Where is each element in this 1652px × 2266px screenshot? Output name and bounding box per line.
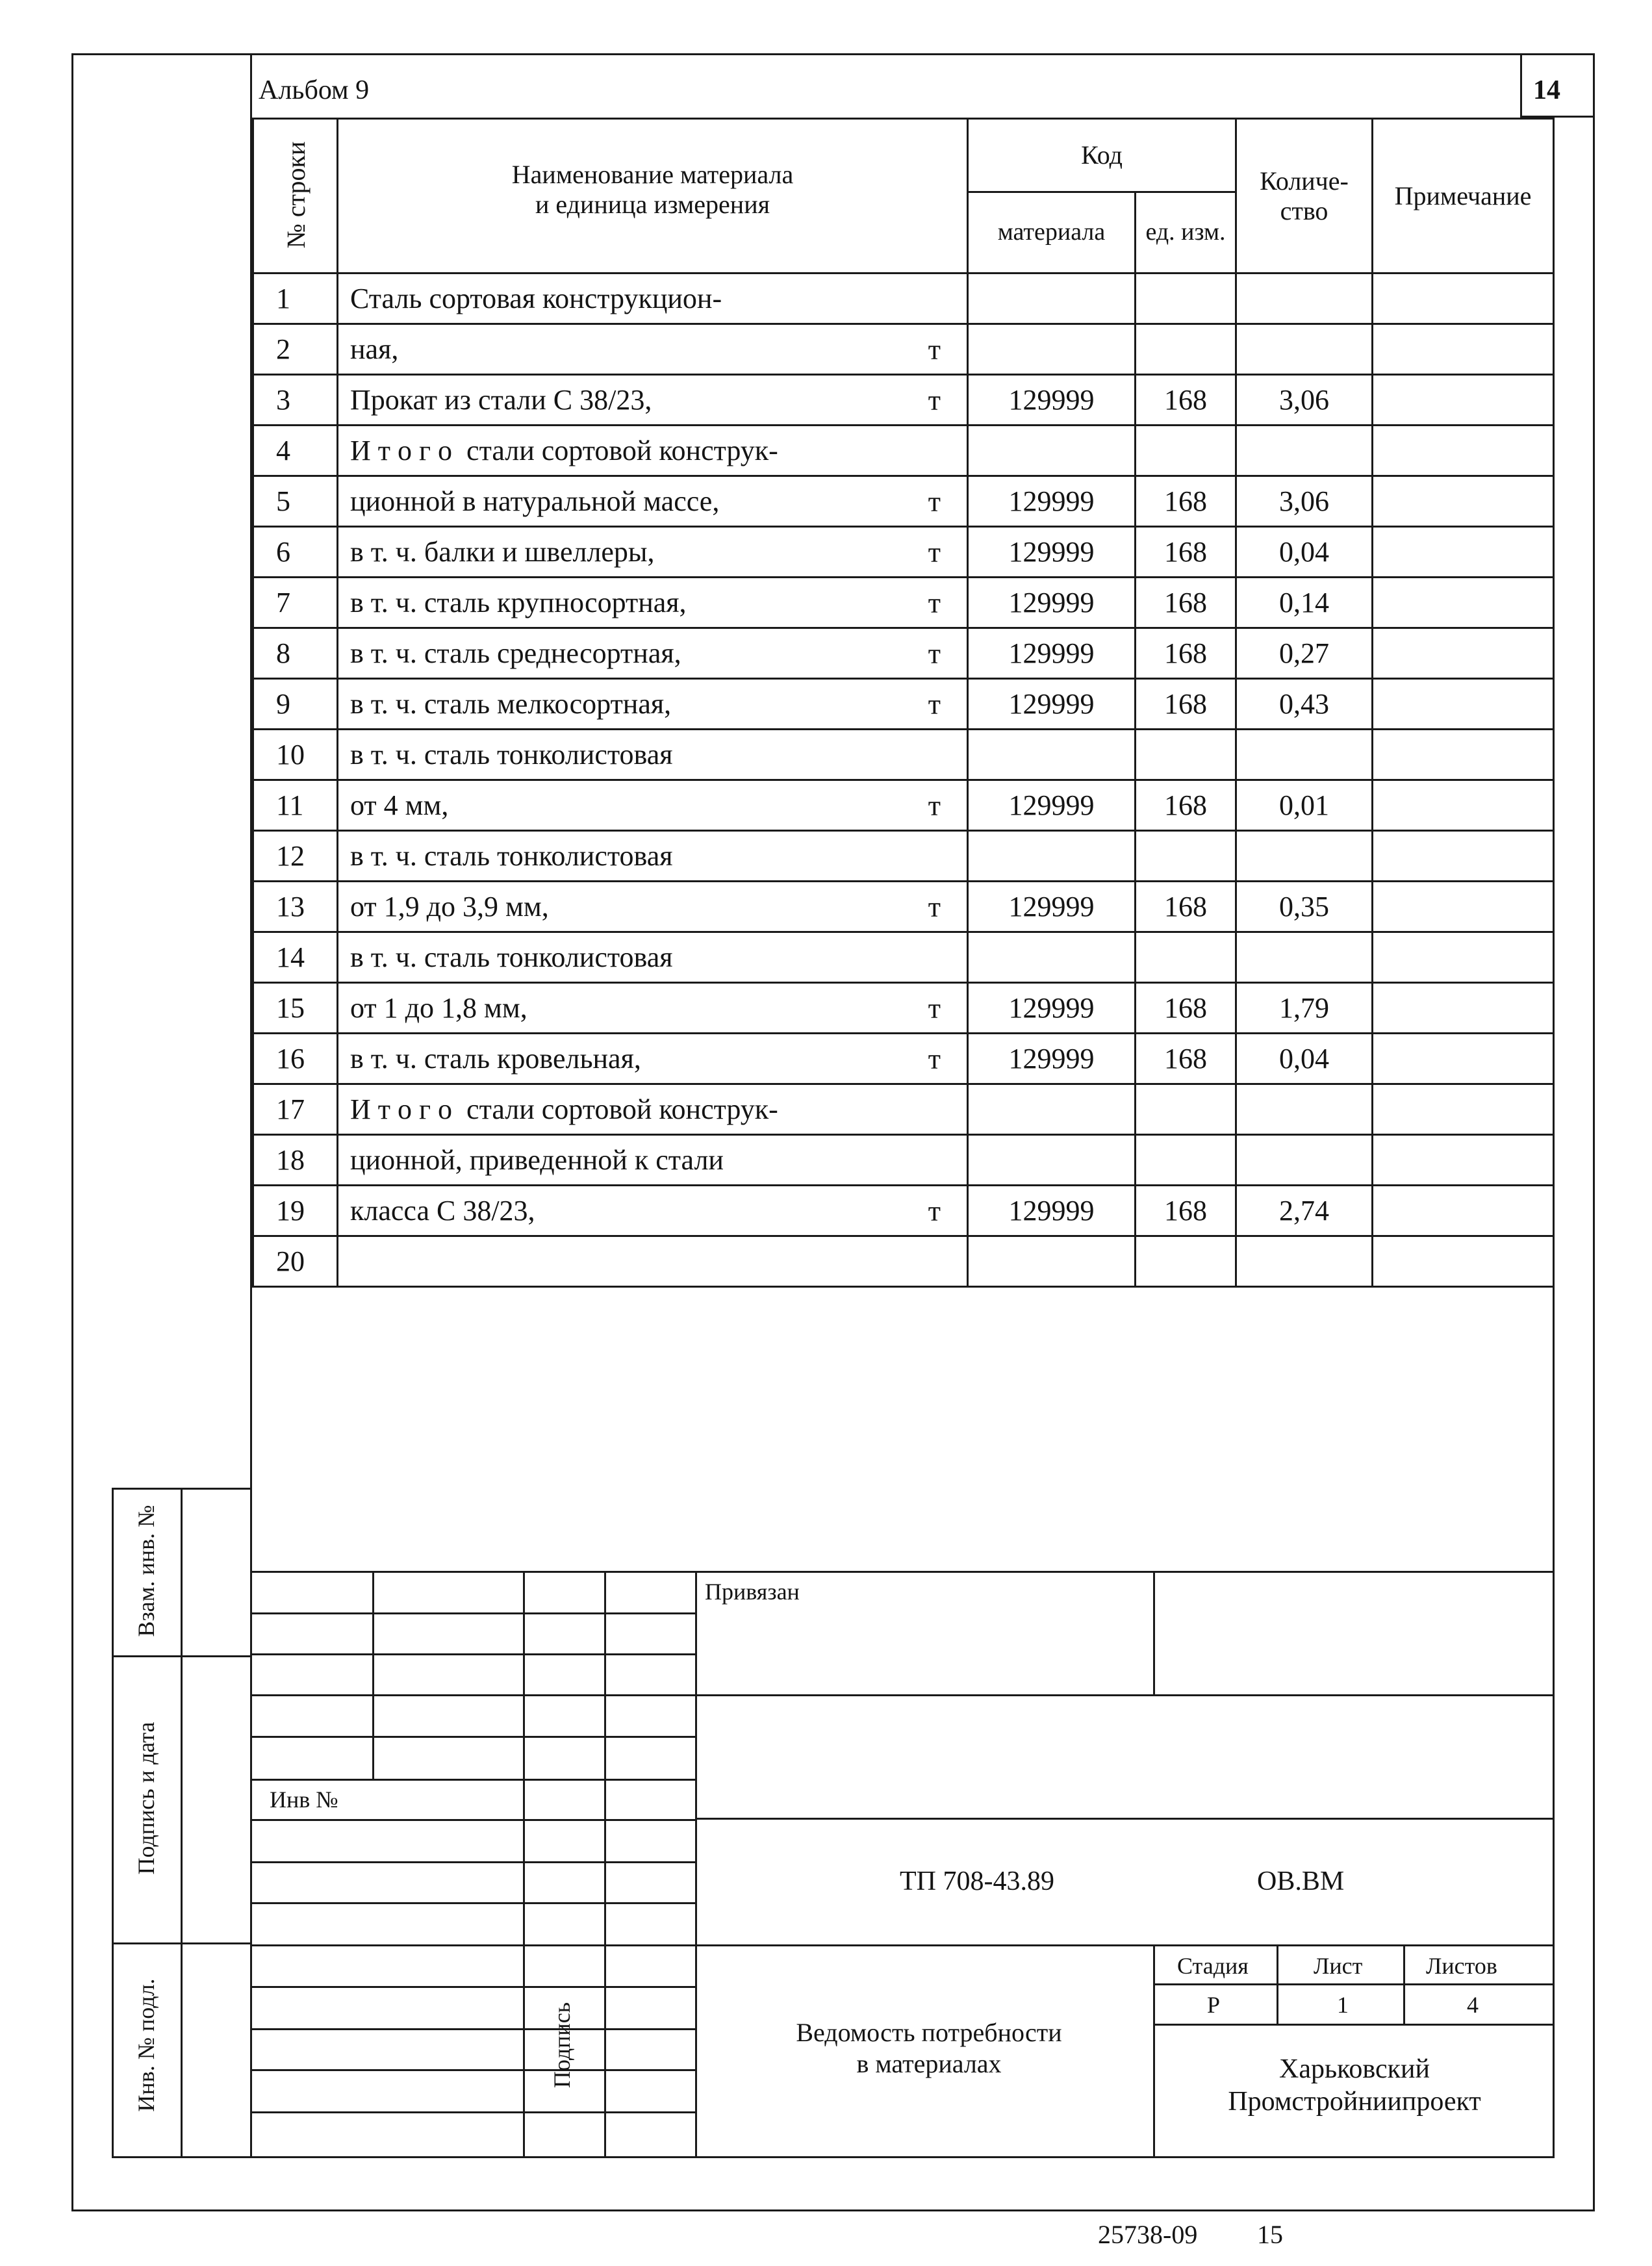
stamp-line (250, 1861, 695, 1863)
row-name (338, 780, 968, 831)
row-unit: т (928, 485, 941, 517)
stamp-line (250, 1944, 1553, 1946)
row-unit: т (928, 891, 941, 923)
row-name (338, 1084, 968, 1135)
organization: Харьковский Промстройниипроект (1228, 2054, 1481, 2117)
row-name (338, 1135, 968, 1186)
side-label-vzam-inv: Взам. инв. № (133, 1505, 159, 1637)
row-name-text: в т. ч. сталь кровельная, (350, 1043, 641, 1075)
row-unit-code: 168 (1136, 679, 1236, 730)
row-unit-code (1136, 932, 1236, 983)
row-number: 18 (253, 1135, 338, 1186)
row-number: 16 (253, 1034, 338, 1084)
row-material-code: 129999 (968, 780, 1136, 831)
table-row (253, 527, 1554, 578)
stamp-line (250, 1694, 695, 1696)
row-unit-code (1136, 1236, 1236, 1287)
side-strip-left (112, 1488, 114, 2158)
header-code-material: материала (968, 192, 1136, 274)
row-quantity: 0,01 (1236, 780, 1373, 831)
row-note (1373, 578, 1554, 628)
row-name (338, 324, 968, 375)
row-number: 19 (253, 1186, 338, 1236)
row-note (1373, 679, 1554, 730)
table-row (253, 274, 1554, 324)
row-name-text: Прокат из стали С 38/23, (350, 384, 652, 416)
table-row (253, 476, 1554, 527)
row-unit-code: 168 (1136, 882, 1236, 932)
row-name-text: от 1,9 до 3,9 мм, (350, 891, 549, 923)
table-row (253, 578, 1554, 628)
row-note (1373, 426, 1554, 476)
row-number: 1 (253, 274, 338, 324)
row-quantity (1236, 1236, 1373, 1287)
row-note (1373, 730, 1554, 780)
row-number: 10 (253, 730, 338, 780)
row-material-code (968, 932, 1136, 983)
row-unit: т (928, 1195, 941, 1227)
side-strip-mid (181, 1488, 183, 2158)
row-number: 12 (253, 831, 338, 882)
stage-value: Р (1207, 1992, 1221, 2018)
header-code-group: Код (968, 119, 1236, 192)
row-name-text: И т о г о стали сортовой конструк- (350, 1093, 778, 1125)
side-label-inv-podl: Инв. № подл. (133, 1978, 159, 2112)
row-number: 17 (253, 1084, 338, 1135)
privyazan-label: Привязан (705, 1579, 800, 1605)
row-number: 15 (253, 983, 338, 1034)
stamp-line (695, 1571, 697, 2158)
row-name (338, 426, 968, 476)
row-note (1373, 476, 1554, 527)
row-unit-code: 168 (1136, 476, 1236, 527)
stamp-line (695, 1694, 1553, 1696)
row-material-code: 129999 (968, 578, 1136, 628)
row-unit-code (1136, 274, 1236, 324)
header-row-no-text: № строки (281, 141, 311, 249)
row-name-text: ционной в натуральной массе, (350, 485, 720, 517)
row-material-code: 129999 (968, 983, 1136, 1034)
row-quantity (1236, 831, 1373, 882)
row-material-code (968, 1084, 1136, 1135)
stamp-line (250, 1612, 695, 1614)
header-row-no (253, 119, 338, 274)
table-row (253, 1034, 1554, 1084)
row-quantity (1236, 1084, 1373, 1135)
row-quantity: 3,06 (1236, 375, 1373, 426)
row-quantity: 1,79 (1236, 983, 1373, 1034)
stamp-line (250, 1819, 695, 1821)
doc-mark: ОВ.ВМ (1257, 1866, 1345, 1896)
row-name (338, 882, 968, 932)
row-material-code (968, 274, 1136, 324)
row-unit-code (1136, 426, 1236, 476)
row-note (1373, 324, 1554, 375)
side-strip-line (112, 1655, 250, 1657)
row-unit-code: 168 (1136, 628, 1236, 679)
stamp-line (695, 1818, 1553, 1820)
row-quantity: 0,04 (1236, 527, 1373, 578)
row-name (338, 831, 968, 882)
stamp-line (250, 2028, 695, 2030)
row-note (1373, 932, 1554, 983)
stamp-line (250, 1902, 695, 1904)
stage-label: Стадия (1177, 1953, 1249, 1979)
row-note (1373, 882, 1554, 932)
row-number: 7 (253, 578, 338, 628)
table-row (253, 324, 1554, 375)
side-label-podpis-data: Подпись и дата (133, 1722, 159, 1875)
row-unit: т (928, 333, 941, 365)
row-name (338, 527, 968, 578)
stamp-line (1153, 1571, 1155, 1696)
row-quantity (1236, 730, 1373, 780)
row-name-text: в т. ч. сталь тонколистовая (350, 739, 673, 770)
row-unit-code (1136, 1135, 1236, 1186)
row-note (1373, 831, 1554, 882)
row-material-code: 129999 (968, 476, 1136, 527)
stamp-line (372, 1571, 374, 1779)
table-row (253, 375, 1554, 426)
table-row (253, 1135, 1554, 1186)
row-unit-code (1136, 324, 1236, 375)
table-row (253, 1236, 1554, 1287)
row-name (338, 375, 968, 426)
inv-no-label: Инв № (270, 1787, 338, 1813)
row-note (1373, 1186, 1554, 1236)
row-number: 2 (253, 324, 338, 375)
table-row (253, 780, 1554, 831)
archive-number: 25738-09 (1098, 2220, 1198, 2249)
stamp-line (250, 2111, 695, 2113)
row-name (338, 1236, 968, 1287)
row-number: 5 (253, 476, 338, 527)
row-unit: т (928, 688, 941, 720)
side-strip-line (112, 1942, 250, 1944)
row-quantity: 0,35 (1236, 882, 1373, 932)
row-quantity: 0,43 (1236, 679, 1373, 730)
table-row (253, 831, 1554, 882)
frame-line (114, 2156, 1553, 2158)
header-quantity-text: Количе- ство (1260, 166, 1349, 225)
row-number: 3 (253, 375, 338, 426)
row-note (1373, 1034, 1554, 1084)
sheets-value: 4 (1467, 1992, 1479, 2018)
row-note (1373, 527, 1554, 578)
sheet-label: Лист (1314, 1953, 1363, 1979)
row-material-code: 129999 (968, 679, 1136, 730)
row-name-text: класса С 38/23, (350, 1195, 535, 1227)
header-note: Примечание (1373, 119, 1554, 274)
table-row (253, 628, 1554, 679)
row-unit-code (1136, 730, 1236, 780)
row-unit-code: 168 (1136, 780, 1236, 831)
row-material-code (968, 1135, 1136, 1186)
row-name-text: ная, (350, 333, 399, 365)
row-material-code: 129999 (968, 628, 1136, 679)
table-row (253, 426, 1554, 476)
row-quantity: 0,14 (1236, 578, 1373, 628)
row-name (338, 1186, 968, 1236)
row-name (338, 628, 968, 679)
sheet-value: 1 (1337, 1992, 1349, 2018)
stamp-line (250, 1653, 695, 1655)
stamp-top-line (250, 1571, 1553, 1573)
row-quantity (1236, 426, 1373, 476)
header-name (338, 119, 968, 274)
table-row (253, 1186, 1554, 1236)
row-name-text: ционной, приведенной к стали (350, 1144, 724, 1176)
row-note (1373, 1084, 1554, 1135)
table-row (253, 730, 1554, 780)
row-name (338, 932, 968, 983)
row-quantity (1236, 274, 1373, 324)
table-row (253, 679, 1554, 730)
row-quantity: 0,27 (1236, 628, 1373, 679)
row-name (338, 578, 968, 628)
row-note (1373, 1236, 1554, 1287)
stamp-line (250, 2069, 695, 2071)
row-name-text: от 4 мм, (350, 789, 449, 821)
row-name-text: И т о г о стали сортовой конструк- (350, 435, 778, 466)
row-name-text: в т. ч. сталь мелкосортная, (350, 688, 672, 720)
row-unit-code: 168 (1136, 578, 1236, 628)
header-name-text: Наименование материала и единица измерения (511, 159, 794, 219)
row-unit-code: 168 (1136, 375, 1236, 426)
row-quantity (1236, 324, 1373, 375)
row-name-text: в т. ч. сталь среднесортная, (350, 637, 681, 669)
row-name (338, 1034, 968, 1084)
stamp-line (1153, 1944, 1155, 2158)
row-unit: т (928, 789, 941, 821)
row-note (1373, 983, 1554, 1034)
row-number: 8 (253, 628, 338, 679)
row-name-text: в т. ч. сталь тонколистовая (350, 941, 673, 973)
row-name-text: в т. ч. сталь крупносортная, (350, 587, 687, 618)
side-strip-line (112, 1488, 250, 1490)
row-number: 13 (253, 882, 338, 932)
row-material-code (968, 426, 1136, 476)
row-number: 6 (253, 527, 338, 578)
row-quantity: 0,04 (1236, 1034, 1373, 1084)
row-name-text: в т. ч. сталь тонколистовая (350, 840, 673, 872)
stamp-line (250, 1736, 695, 1738)
row-name-text: Сталь сортовая конструкцион- (350, 283, 722, 314)
table-row (253, 932, 1554, 983)
table-row (253, 983, 1554, 1034)
row-note (1373, 1135, 1554, 1186)
row-name-text: от 1 до 1,8 мм, (350, 992, 527, 1024)
row-material-code: 129999 (968, 1186, 1136, 1236)
podpis-label: Подпись (549, 2002, 575, 2089)
row-unit-code (1136, 831, 1236, 882)
row-name (338, 730, 968, 780)
row-name-text: в т. ч. балки и швеллеры, (350, 536, 655, 568)
header-code-unit: ед. изм. (1136, 192, 1236, 274)
row-material-code: 129999 (968, 882, 1136, 932)
doc-code: ТП 708-43.89 (900, 1866, 1054, 1896)
row-material-code (968, 730, 1136, 780)
row-unit-code: 168 (1136, 1186, 1236, 1236)
row-material-code: 129999 (968, 527, 1136, 578)
stamp-line (1153, 2024, 1553, 2026)
row-note (1373, 375, 1554, 426)
row-name (338, 274, 968, 324)
row-unit-code: 168 (1136, 983, 1236, 1034)
page-number: 14 (1533, 75, 1560, 105)
row-number: 4 (253, 426, 338, 476)
row-unit: т (928, 637, 941, 669)
row-material-code (968, 1236, 1136, 1287)
row-number: 9 (253, 679, 338, 730)
row-name (338, 983, 968, 1034)
row-name (338, 476, 968, 527)
row-material-code (968, 831, 1136, 882)
album-label: Альбом 9 (259, 75, 370, 105)
row-quantity (1236, 1135, 1373, 1186)
row-unit: т (928, 992, 941, 1024)
materials-table (252, 118, 1555, 1288)
row-unit: т (928, 384, 941, 416)
row-note (1373, 780, 1554, 831)
row-number: 14 (253, 932, 338, 983)
row-number: 11 (253, 780, 338, 831)
row-unit: т (928, 1043, 941, 1075)
row-note (1373, 274, 1554, 324)
doc-title: Ведомость потребности в материалах (796, 2018, 1062, 2078)
stamp-line (250, 1986, 695, 1988)
row-unit: т (928, 587, 941, 618)
row-quantity (1236, 932, 1373, 983)
row-unit-code: 168 (1136, 527, 1236, 578)
table-row (253, 882, 1554, 932)
row-note (1373, 628, 1554, 679)
row-quantity: 2,74 (1236, 1186, 1373, 1236)
row-unit-code (1136, 1084, 1236, 1135)
sheets-label: Листов (1426, 1953, 1497, 1979)
row-quantity: 3,06 (1236, 476, 1373, 527)
row-name (338, 679, 968, 730)
row-unit: т (928, 536, 941, 568)
header-quantity (1236, 119, 1373, 274)
row-number: 20 (253, 1236, 338, 1287)
stamp-line (1153, 1983, 1553, 1985)
row-unit-code: 168 (1136, 1034, 1236, 1084)
stamp-line (250, 1779, 695, 1781)
row-material-code: 129999 (968, 375, 1136, 426)
archive-page: 15 (1257, 2220, 1283, 2249)
table-row (253, 1084, 1554, 1135)
row-material-code: 129999 (968, 1034, 1136, 1084)
row-material-code (968, 324, 1136, 375)
